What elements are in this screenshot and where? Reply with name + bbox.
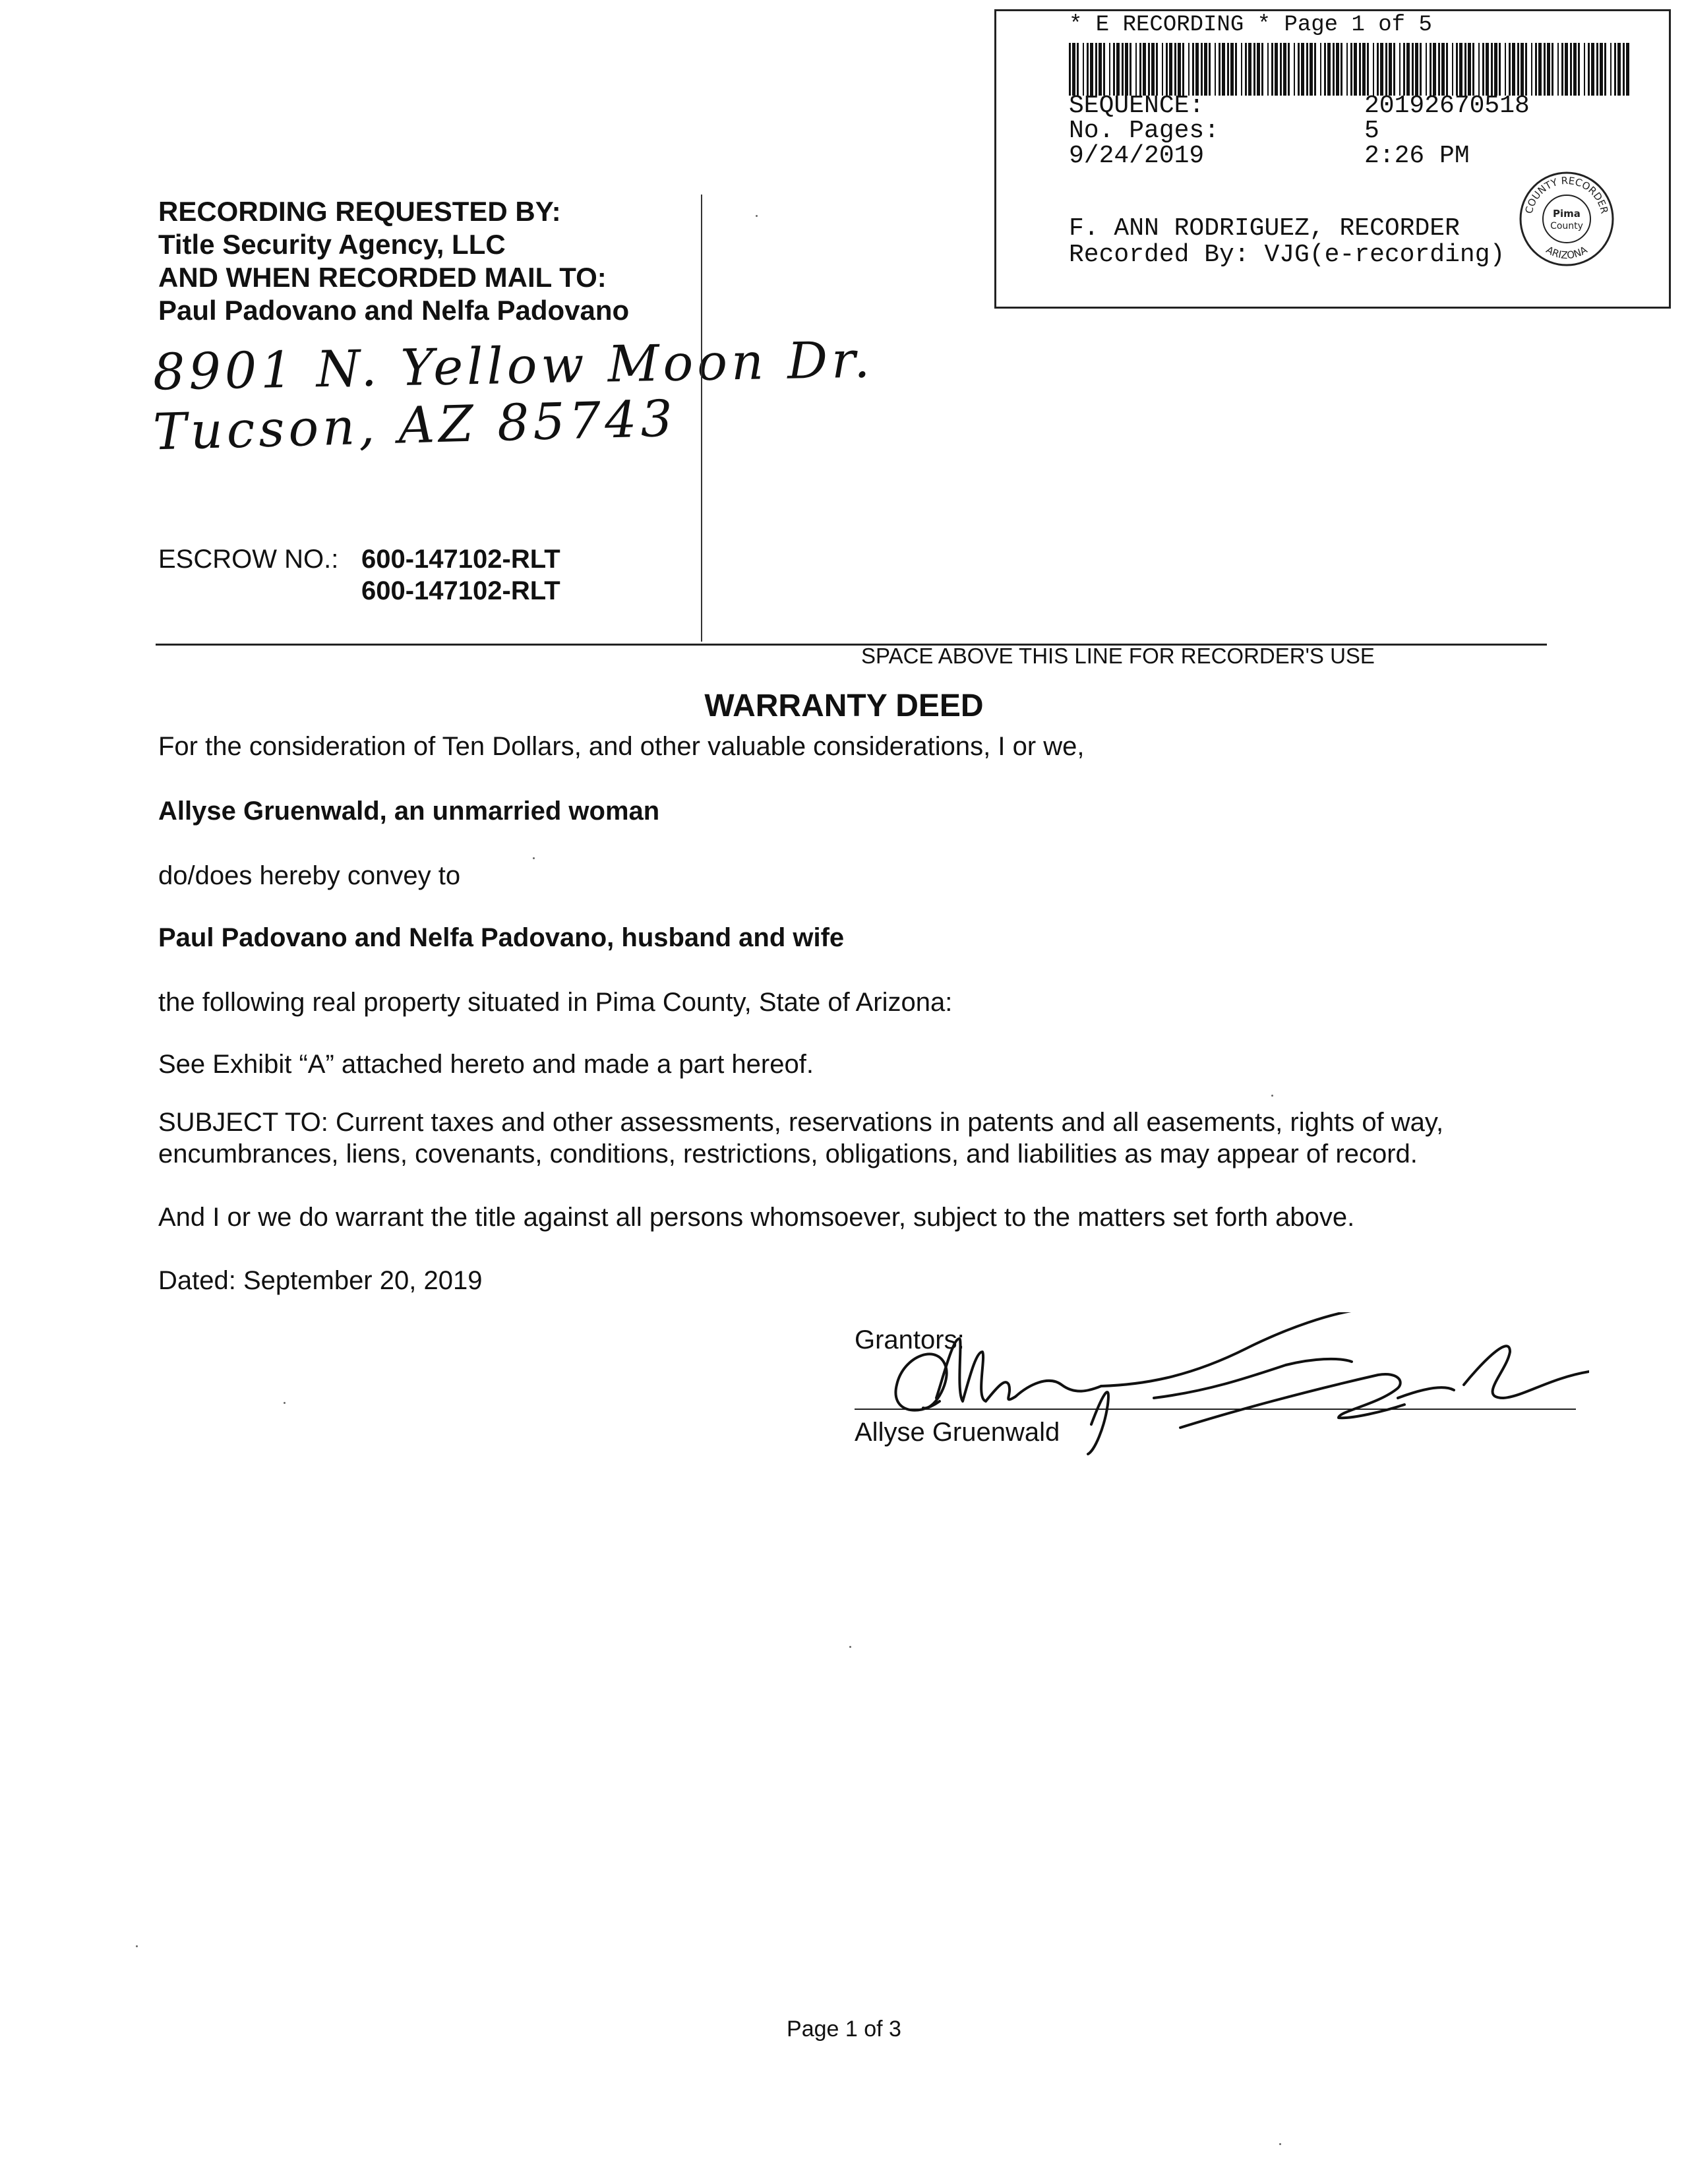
county-recorder-seal [1517, 169, 1616, 268]
escrow-number-2: 600-147102-RLT [361, 576, 560, 605]
recorder-stamp-box [994, 9, 1671, 309]
recorder-space-note: SPACE ABOVE THIS LINE FOR RECORDER'S USE [861, 644, 1375, 668]
grantor-name: Allyse Gruenwald, an unmarried woman [158, 797, 660, 826]
seal-center-line1: Pima [1553, 208, 1581, 220]
recorded-by: Recorded By: VJG(e-recording) [1069, 241, 1505, 269]
seal-top-text: COUNTY RECORDER [1522, 174, 1611, 215]
recording-header: * E RECORDING * Page 1 of 5 [1069, 13, 1432, 38]
recorder-name: F. ANN RODRIGUEZ, RECORDER [1069, 214, 1460, 243]
grantee-names: Paul Padovano and Nelfa Padovano, husband and wife [158, 923, 845, 952]
pages-value: 5 [1364, 117, 1379, 145]
vertical-divider [701, 195, 702, 642]
recording-date: 9/24/2019 [1069, 142, 1205, 170]
warranty-clause: And I or we do warrant the title against all persons whomsoever, subject to the matters set forth above. [158, 1203, 1355, 1232]
convey-clause: do/does hereby convey to [158, 861, 461, 890]
seal-center-line2: County [1550, 221, 1583, 231]
sequence-label: SEQUENCE: [1069, 92, 1205, 120]
subject-to-line1: SUBJECT TO: Current taxes and other assessments, reservations in patents and all easements, rights of way, [158, 1108, 1444, 1137]
mail-to-name: Paul Padovano and Nelfa Padovano [158, 295, 630, 326]
mail-to-label: AND WHEN RECORDED MAIL TO: [158, 262, 607, 293]
pages-label: No. Pages: [1069, 117, 1220, 145]
page-number: Page 1 of 3 [787, 2017, 901, 2042]
grantor-signatory-name: Allyse Gruenwald [855, 1418, 1060, 1447]
seal-bottom-text: ARIZONA [1544, 243, 1590, 262]
scan-speck [849, 1646, 851, 1648]
consideration-clause: For the consideration of Ten Dollars, and other valuable considerations, I or we, [158, 732, 1085, 761]
scan-speck [1271, 1095, 1273, 1097]
document-title: WARRANTY DEED [704, 688, 984, 723]
handwritten-address-line2: Tucson, AZ 85743 [152, 388, 677, 462]
escrow-number-1: 600-147102-RLT [361, 545, 560, 574]
grantors-label: Grantors: [855, 1325, 965, 1354]
scan-speck [1279, 2143, 1281, 2145]
sequence-value: 20192670518 [1364, 92, 1530, 120]
requesting-agency: Title Security Agency, LLC [158, 229, 506, 260]
barcode [1069, 43, 1629, 96]
property-clause: the following real property situated in Pima County, State of Arizona: [158, 988, 953, 1017]
recording-time: 2:26 PM [1364, 142, 1470, 170]
recording-requested-label: RECORDING REQUESTED BY: [158, 196, 561, 227]
subject-to-line2: encumbrances, liens, covenants, conditions, restrictions, obligations, and liabilities as may appear of record. [158, 1139, 1418, 1168]
escrow-label: ESCROW NO.: [158, 545, 339, 574]
exhibit-reference: See Exhibit “A” attached hereto and made a part hereof. [158, 1050, 814, 1079]
scan-speck [284, 1402, 286, 1404]
handwritten-address-line1: 8901 N. Yellow Moon Dr. [152, 330, 874, 402]
scan-speck [533, 857, 535, 859]
dated-line: Dated: September 20, 2019 [158, 1266, 483, 1295]
scan-speck [136, 1945, 138, 1947]
scan-speck [756, 215, 758, 217]
